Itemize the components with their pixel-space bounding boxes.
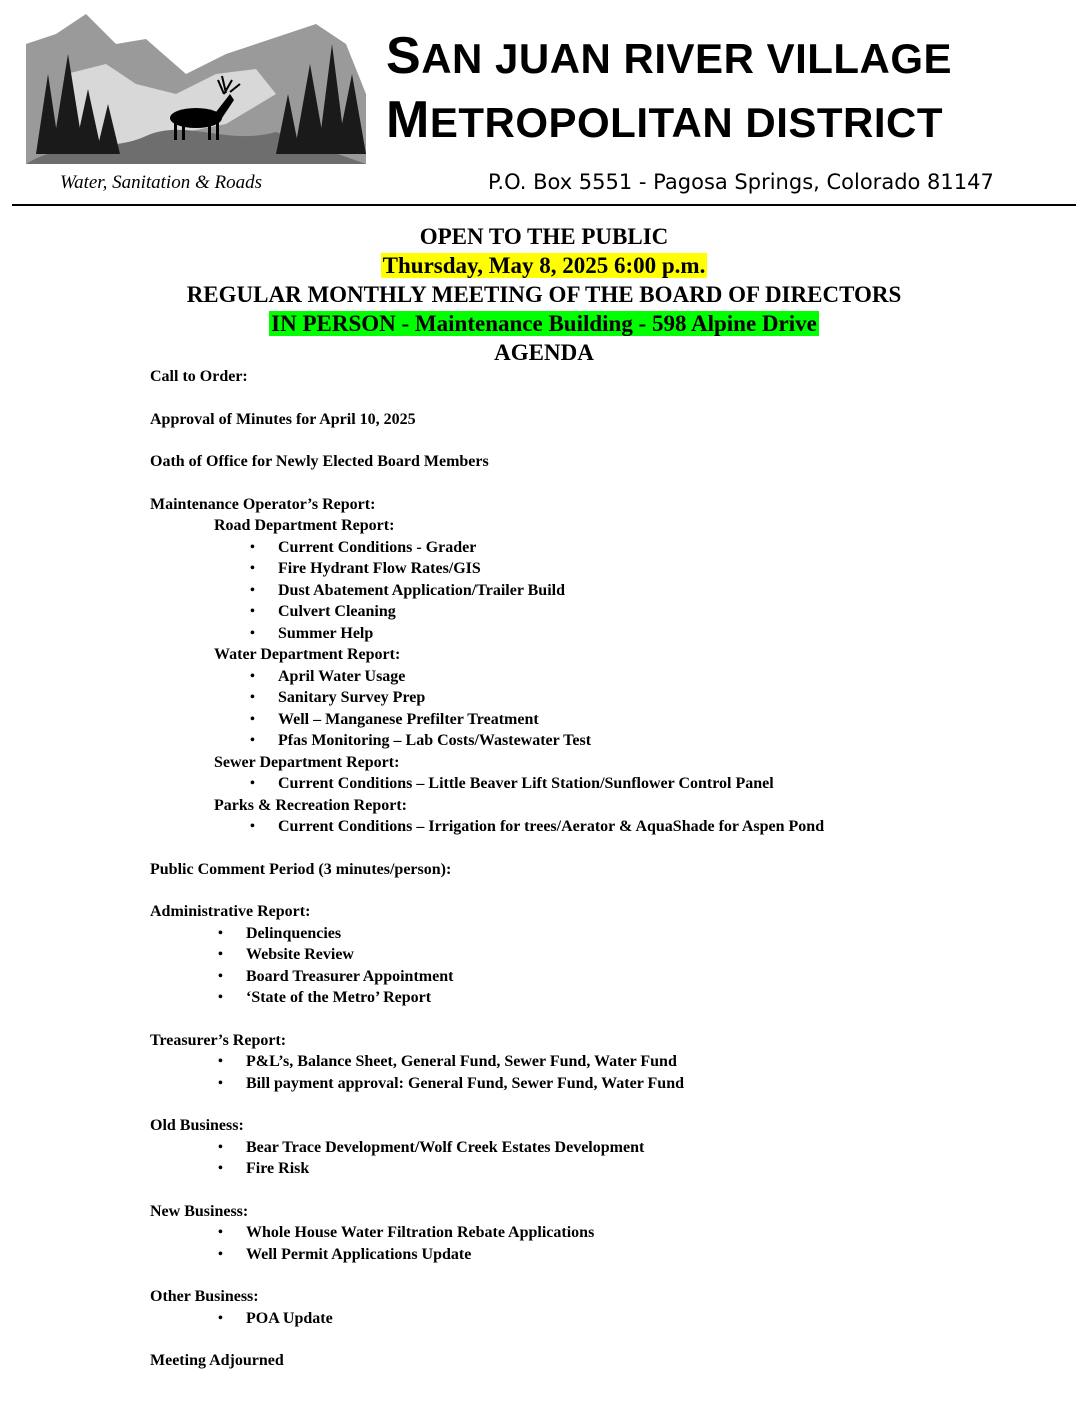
district-title — [386, 27, 953, 158]
mailing-address: P.O. Box 5551 - Pagosa Springs, Colorado 81147 — [488, 170, 994, 194]
oath-of-office: Oath of Office for Newly Elected Board Members — [150, 453, 489, 470]
call-to-order: Call to Order: — [150, 368, 248, 385]
meeting-notice — [0, 222, 1088, 367]
meeting-datetime: Thursday, May 8, 2025 6:00 p.m. — [382, 253, 706, 278]
meeting-location: IN PERSON - Maintenance Building - 598 Alpine Drive — [271, 311, 817, 336]
parks-report-heading: Parks & Recreation Report: — [214, 796, 407, 814]
title-line-1: SAN JUAN RIVER VILLAGE — [386, 27, 953, 85]
list-item: • Current Conditions – Irrigation for trees/Aerator & AquaShade for Aspen Pond — [250, 818, 825, 835]
list-item: • Culvert Cleaning — [250, 603, 396, 620]
old-business-heading: Old Business: — [150, 1117, 244, 1134]
list-item: • Board Treasurer Appointment — [218, 967, 454, 985]
header-divider — [12, 204, 1076, 206]
list-item: • Pfas Monitoring – Lab Costs/Wastewater Test — [250, 732, 592, 749]
tagline: Water, Sanitation & Roads — [60, 172, 262, 193]
title-line-2: METROPOLITAN DISTRICT — [386, 91, 944, 149]
water-report-items — [150, 666, 1050, 752]
meeting-type: REGULAR MONTHLY MEETING OF THE BOARD OF DIRECTORS — [186, 282, 902, 307]
new-business-heading: New Business: — [150, 1202, 249, 1220]
agenda-heading: AGENDA — [494, 340, 594, 365]
parks-report-items — [150, 816, 1050, 838]
meeting-adjourned: Meeting Adjourned — [150, 1352, 284, 1369]
old-business-items — [150, 1137, 1050, 1180]
other-business-items — [150, 1308, 1050, 1330]
district-logo — [26, 14, 366, 164]
other-business-heading: Other Business: — [150, 1288, 259, 1305]
list-item: • Bear Trace Development/Wolf Creek Estates Development — [218, 1138, 645, 1156]
maintenance-report-heading: Maintenance Operator’s Report: — [150, 495, 376, 513]
list-item: • Well – Manganese Prefilter Treatment — [250, 710, 539, 728]
treasurer-report-heading: Treasurer’s Report: — [150, 1031, 287, 1049]
list-item: • Bill payment approval: General Fund, Sewer Fund, Water Fund — [218, 1074, 684, 1092]
water-report-heading: Water Department Report: — [214, 646, 401, 663]
approval-minutes: Approval of Minutes for April 10, 2025 — [150, 410, 416, 428]
list-item: • Website Review — [218, 946, 354, 963]
list-item: • Well Permit Applications Update — [218, 1245, 472, 1263]
list-item: • P&L’s, Balance Sheet, General Fund, Sewer Fund, Water Fund — [218, 1053, 677, 1070]
list-item: • April Water Usage — [250, 667, 406, 685]
list-item: • POA Update — [218, 1309, 333, 1327]
list-item: • Sanitary Survey Prep — [250, 689, 426, 706]
administrative-report-items — [150, 923, 1050, 1009]
road-report-items — [150, 537, 1050, 645]
list-item: • Fire Hydrant Flow Rates/GIS — [250, 560, 481, 577]
road-report-heading: Road Department Report: — [214, 517, 395, 534]
list-item: • Current Conditions – Little Beaver Lift Station/Sunflower Control Panel — [250, 775, 774, 792]
list-item: • Whole House Water Filtration Rebate Applications — [218, 1224, 595, 1241]
public-comment: Public Comment Period (3 minutes/person): — [150, 860, 452, 878]
list-item: • Summer Help — [250, 624, 374, 642]
list-item: • Fire Risk — [218, 1160, 310, 1177]
list-item: • Dust Abatement Application/Trailer Build — [250, 581, 565, 599]
open-to-public: OPEN TO THE PUBLIC — [419, 224, 669, 249]
new-business-items — [150, 1222, 1050, 1265]
list-item: • Delinquencies — [218, 924, 342, 942]
sewer-report-heading: Sewer Department Report: — [214, 753, 400, 771]
treasurer-report-items — [150, 1051, 1050, 1094]
sewer-report-items — [150, 773, 1050, 795]
list-item: • ‘State of the Metro’ Report — [218, 989, 432, 1006]
administrative-report-heading: Administrative Report: — [150, 903, 311, 920]
list-item: • Current Conditions - Grader — [250, 538, 477, 556]
agenda-list — [150, 366, 1050, 1372]
